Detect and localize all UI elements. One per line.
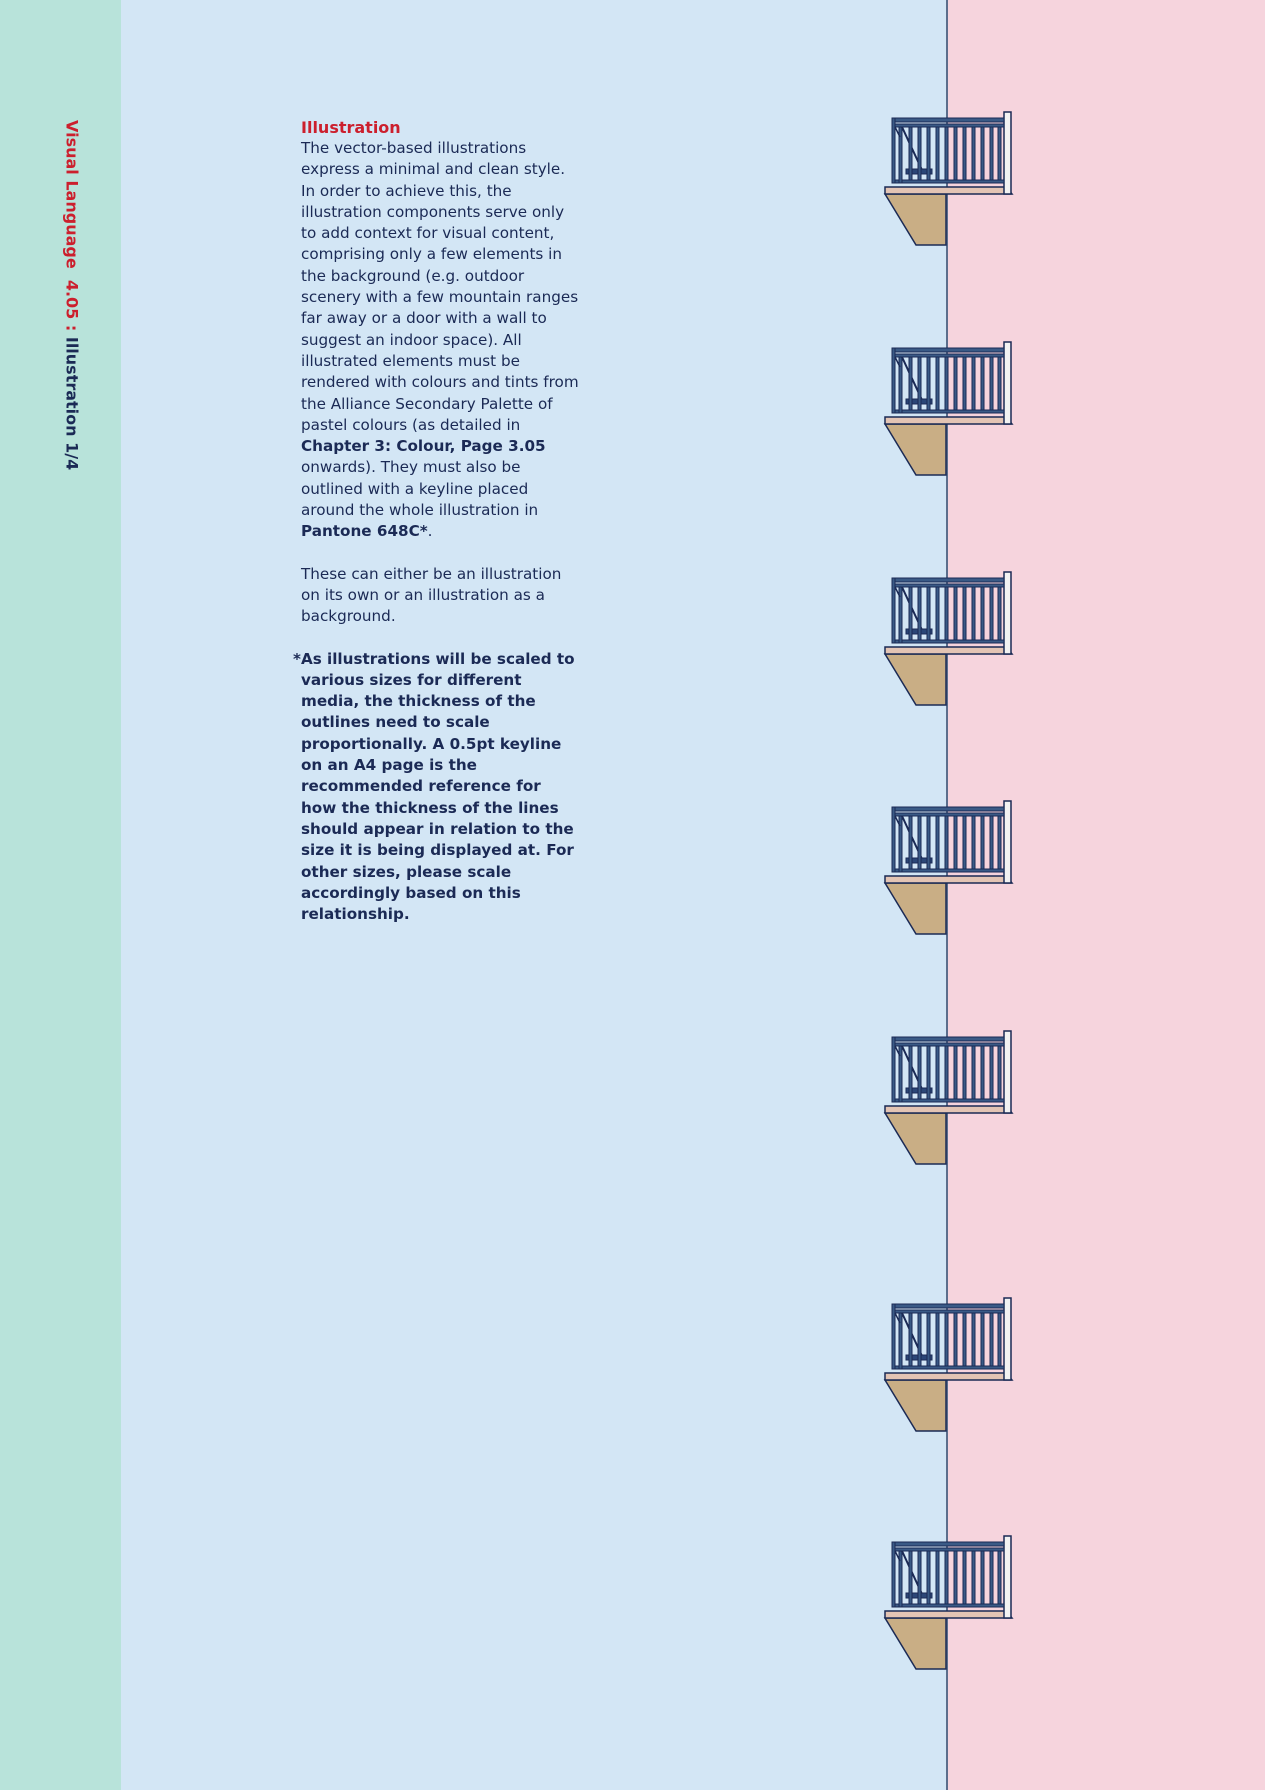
paragraph-main — [301, 138, 581, 543]
section-code: 4.05 : — [62, 279, 82, 332]
balcony-3 — [885, 572, 1012, 705]
paragraph-secondary: These can either be an illustration on its own or an illustration as a background. — [301, 564, 562, 626]
footnote: *As illustrations will be scaled to various sizes for different media, the thickness of the outlines need to scale proportionally. A 0.5pt keyline on an A4 page is the recommended reference for how the thickness of the lines should appear in relation to the size it is being displayed at. For other sizes, please scale accordingly based on this relationship. — [293, 649, 575, 924]
body-text — [293, 117, 581, 925]
page-heading: Illustration — [301, 118, 401, 137]
section-label: Visual Language — [62, 120, 82, 269]
paragraph-main-a: The vector-based illustrations express a minimal and clean style. In order to achieve this, the illustration components serve only to add context for visual content, comprising only a few elements in the background (e.g. outdoor scenery with a few mountain ranges far away or a door with a wall to suggest an indoor space). All illustrated elements must be rendered with colours and tints from the Alliance Secondary Palette of pastel colours (as detailed in — [301, 139, 579, 434]
paragraph-main-end: . — [427, 522, 433, 541]
balcony-4 — [885, 801, 1012, 934]
mint-band — [0, 0, 121, 1790]
balcony-6 — [885, 1298, 1012, 1431]
balconies-illustration — [880, 0, 1030, 1790]
balcony-7 — [885, 1536, 1012, 1669]
paragraph-main-b: onwards). They must also be outlined with a keyline placed around the whole illustration in — [301, 458, 539, 520]
balcony-5 — [885, 1031, 1012, 1164]
section-title — [63, 120, 82, 470]
pantone-reference: Pantone 648C* — [301, 522, 428, 541]
chapter-reference: Chapter 3: Colour, Page 3.05 — [301, 437, 546, 456]
balcony-2 — [885, 342, 1012, 475]
balcony-1 — [885, 112, 1012, 245]
section-topic: Illustration 1/4 — [62, 336, 82, 471]
